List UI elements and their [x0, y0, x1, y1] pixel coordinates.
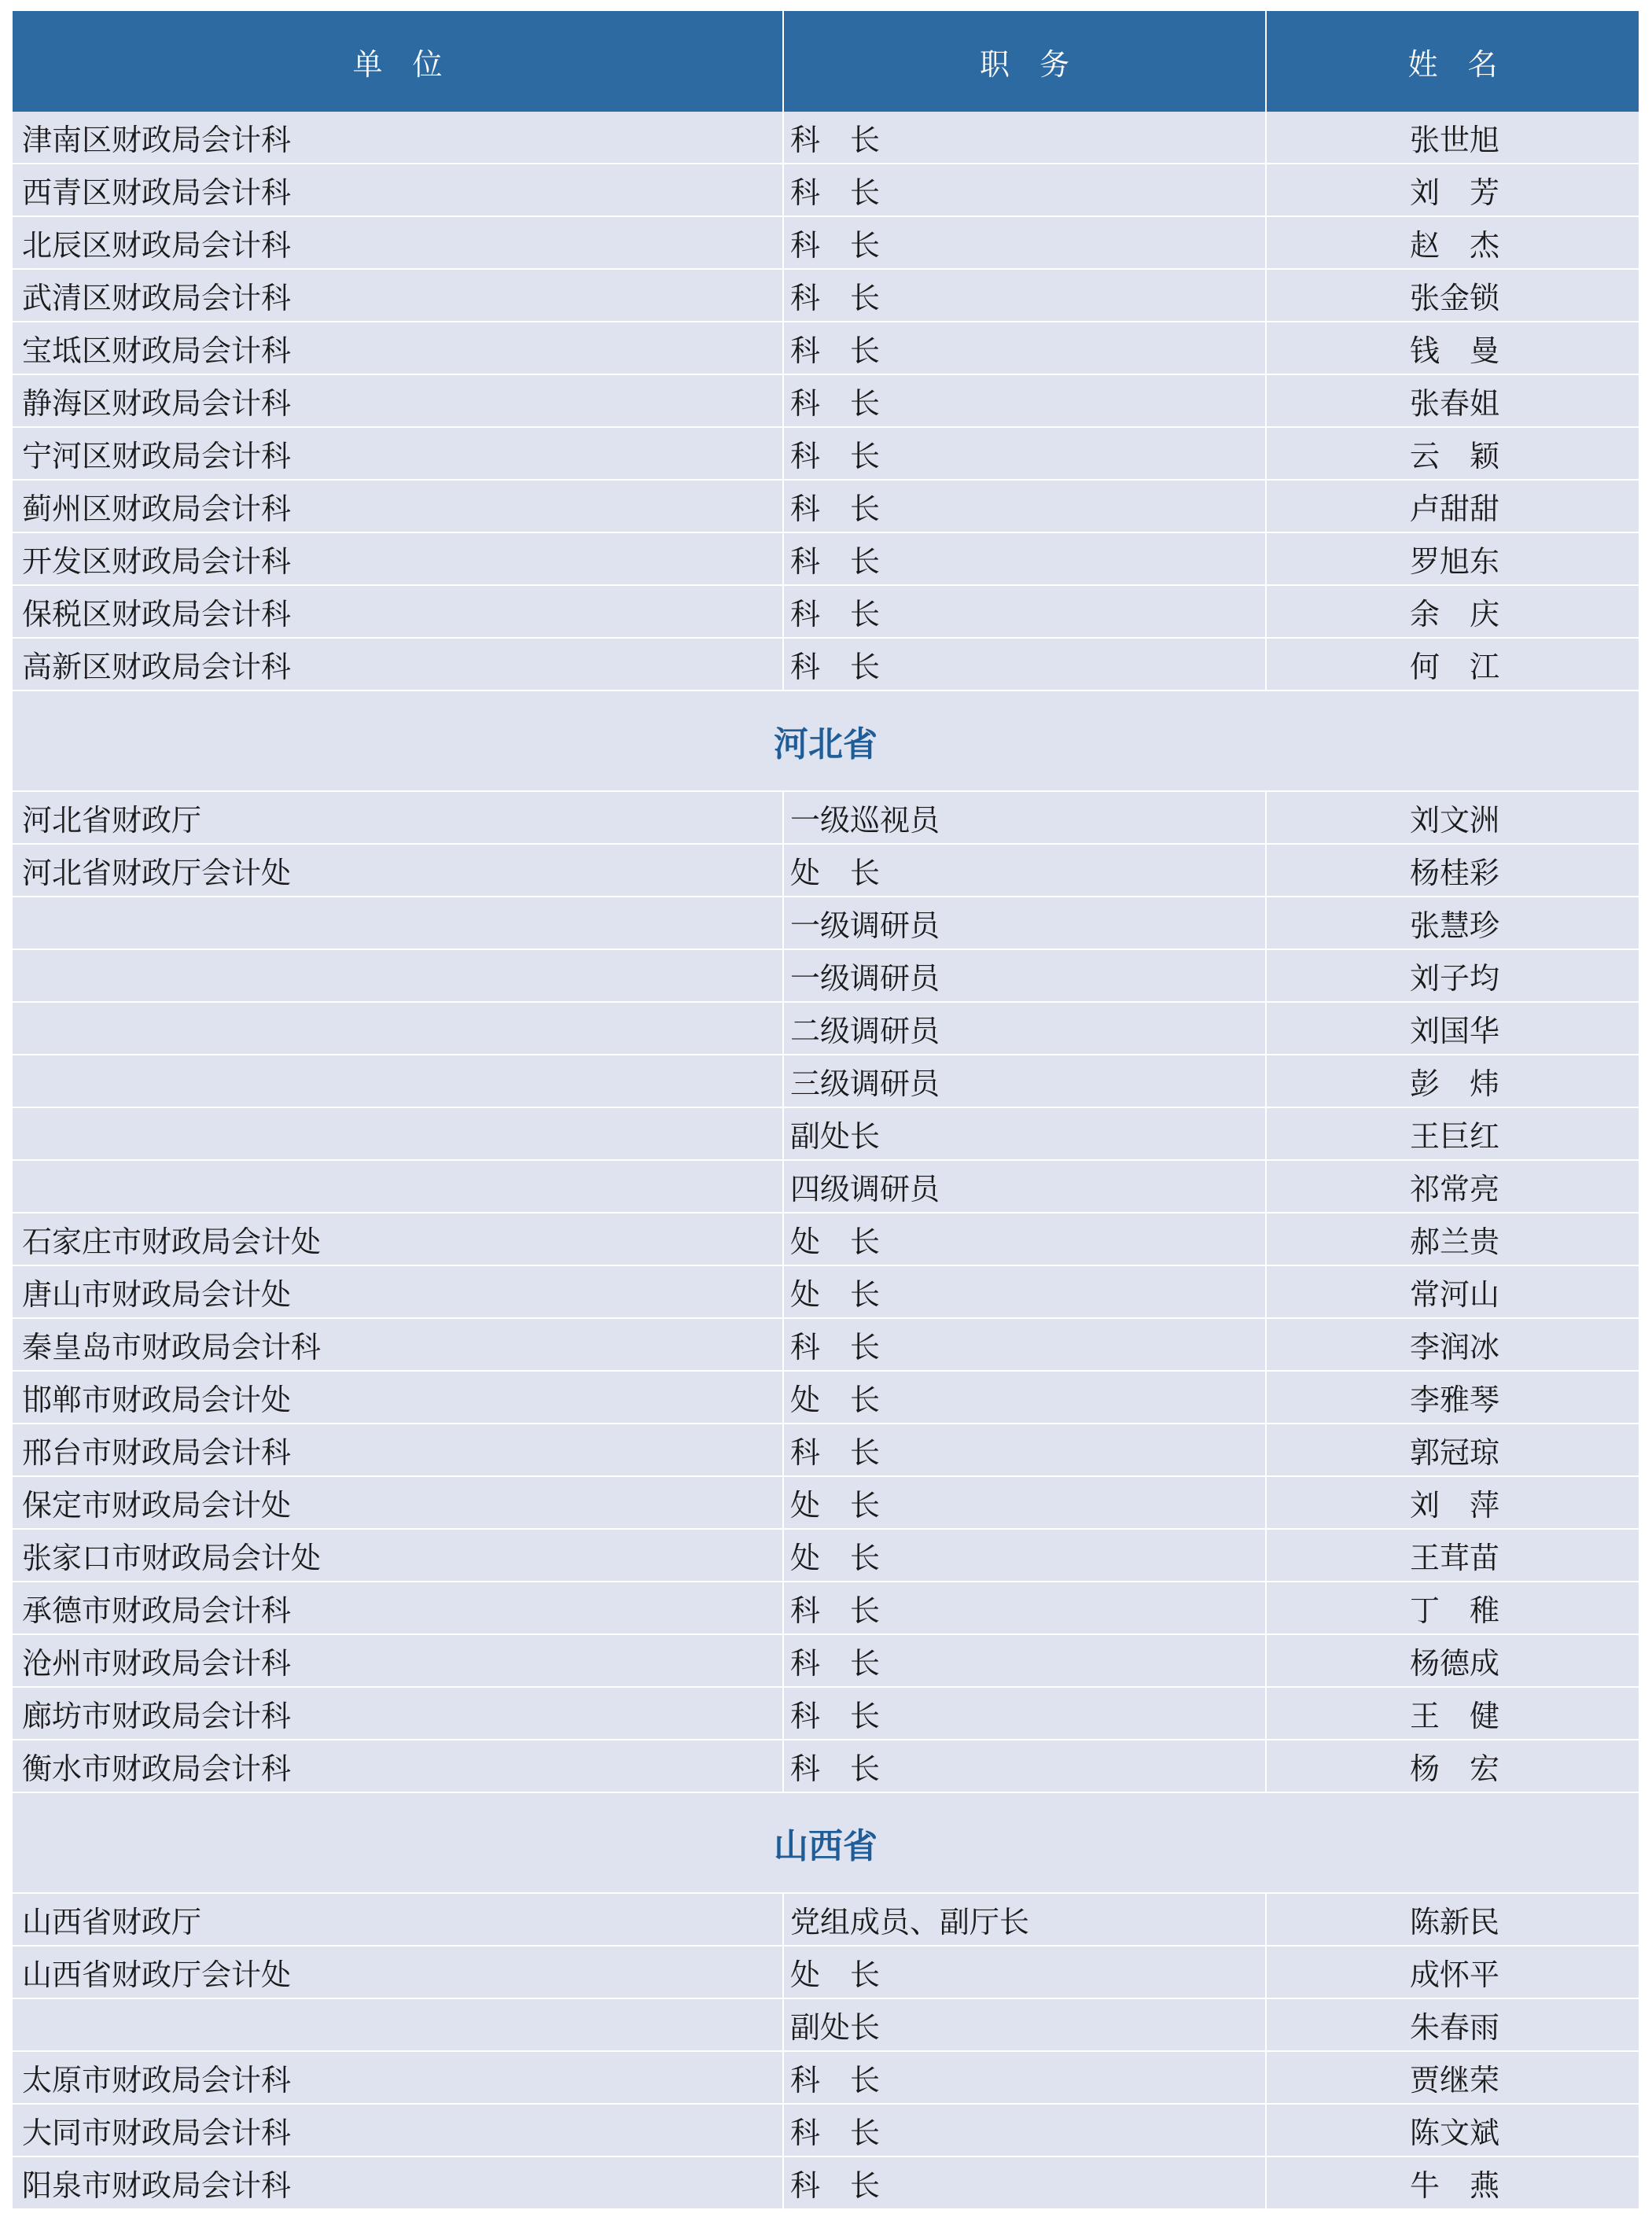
cell-name: 赵 杰 — [1266, 216, 1639, 269]
cell-position: 处 长 — [783, 1371, 1266, 1424]
cell-unit: 唐山市财政局会计处 — [13, 1265, 783, 1318]
cell-name: 王 健 — [1266, 1687, 1639, 1740]
table-row — [13, 1998, 1639, 2051]
table-row — [13, 1107, 1639, 1160]
table-row — [13, 2156, 1639, 2209]
cell-name: 卢甜甜 — [1266, 480, 1639, 532]
cell-position: 科 长 — [783, 2051, 1266, 2104]
cell-position: 科 长 — [783, 216, 1266, 269]
cell-unit — [13, 897, 783, 949]
table-row — [13, 1002, 1639, 1055]
cell-unit: 保税区财政局会计科 — [13, 585, 783, 638]
cell-name: 彭 炜 — [1266, 1055, 1639, 1107]
table-row — [13, 480, 1639, 532]
cell-name: 杨 宏 — [1266, 1740, 1639, 1792]
table-row — [13, 322, 1639, 374]
cell-position: 科 长 — [783, 1740, 1266, 1792]
cell-name: 钱 曼 — [1266, 322, 1639, 374]
cell-position: 处 长 — [783, 1265, 1266, 1318]
cell-name: 陈文斌 — [1266, 2104, 1639, 2156]
section-heading: 山西省 — [13, 1792, 1639, 1893]
table-row — [13, 1318, 1639, 1371]
header-row — [13, 11, 1639, 112]
cell-name: 刘国华 — [1266, 1002, 1639, 1055]
cell-name: 张慧珍 — [1266, 897, 1639, 949]
table-row — [13, 1424, 1639, 1476]
cell-position: 科 长 — [783, 585, 1266, 638]
cell-unit: 保定市财政局会计处 — [13, 1476, 783, 1529]
cell-unit: 高新区财政局会计科 — [13, 638, 783, 691]
table-header — [13, 11, 1639, 112]
table-row — [13, 1160, 1639, 1213]
cell-unit: 邢台市财政局会计科 — [13, 1424, 783, 1476]
cell-unit: 承德市财政局会计科 — [13, 1582, 783, 1634]
cell-position: 科 长 — [783, 2104, 1266, 2156]
table-row — [13, 897, 1639, 949]
cell-unit: 衡水市财政局会计科 — [13, 1740, 783, 1792]
cell-name: 杨德成 — [1266, 1634, 1639, 1687]
cell-name: 杨桂彩 — [1266, 844, 1639, 897]
cell-unit: 宁河区财政局会计科 — [13, 427, 783, 480]
cell-position: 二级调研员 — [783, 1002, 1266, 1055]
cell-position: 党组成员、副厅长 — [783, 1893, 1266, 1946]
cell-name: 刘 萍 — [1266, 1476, 1639, 1529]
table-row — [13, 1893, 1639, 1946]
cell-unit — [13, 1002, 783, 1055]
table-row — [13, 374, 1639, 427]
cell-name: 成怀平 — [1266, 1946, 1639, 1998]
table-row — [13, 269, 1639, 322]
cell-unit — [13, 1998, 783, 2051]
cell-unit — [13, 1107, 783, 1160]
table-row — [13, 1529, 1639, 1582]
cell-unit: 武清区财政局会计科 — [13, 269, 783, 322]
table-row — [13, 2104, 1639, 2156]
cell-name: 李雅琴 — [1266, 1371, 1639, 1424]
cell-position: 科 长 — [783, 1634, 1266, 1687]
cell-position: 科 长 — [783, 322, 1266, 374]
cell-name: 郝兰贵 — [1266, 1213, 1639, 1265]
cell-position: 科 长 — [783, 164, 1266, 216]
cell-name: 贾继荣 — [1266, 2051, 1639, 2104]
cell-unit: 阳泉市财政局会计科 — [13, 2156, 783, 2209]
cell-name: 牛 燕 — [1266, 2156, 1639, 2209]
cell-name: 祁常亮 — [1266, 1160, 1639, 1213]
cell-name: 刘文洲 — [1266, 791, 1639, 844]
table-row — [13, 949, 1639, 1002]
cell-unit: 石家庄市财政局会计处 — [13, 1213, 783, 1265]
cell-unit: 太原市财政局会计科 — [13, 2051, 783, 2104]
cell-name: 王巨红 — [1266, 1107, 1639, 1160]
table-row — [13, 112, 1639, 164]
cell-unit: 静海区财政局会计科 — [13, 374, 783, 427]
cell-unit: 西青区财政局会计科 — [13, 164, 783, 216]
cell-position: 科 长 — [783, 1687, 1266, 1740]
cell-position: 科 长 — [783, 112, 1266, 164]
cell-unit: 张家口市财政局会计处 — [13, 1529, 783, 1582]
cell-position: 三级调研员 — [783, 1055, 1266, 1107]
cell-unit: 山西省财政厅会计处 — [13, 1946, 783, 1998]
section-row — [13, 1792, 1639, 1893]
cell-position: 一级调研员 — [783, 897, 1266, 949]
header-unit: 单 位 — [13, 11, 783, 112]
cell-unit — [13, 1055, 783, 1107]
cell-position: 处 长 — [783, 1946, 1266, 1998]
cell-name: 张世旭 — [1266, 112, 1639, 164]
cell-position: 四级调研员 — [783, 1160, 1266, 1213]
cell-name: 王茸苗 — [1266, 1529, 1639, 1582]
cell-unit: 大同市财政局会计科 — [13, 2104, 783, 2156]
cell-position: 科 长 — [783, 1582, 1266, 1634]
table-row — [13, 844, 1639, 897]
table-row — [13, 1582, 1639, 1634]
cell-unit: 山西省财政厅 — [13, 1893, 783, 1946]
table-body — [13, 112, 1639, 2209]
cell-position: 处 长 — [783, 1213, 1266, 1265]
table-row — [13, 791, 1639, 844]
table-row — [13, 1946, 1639, 1998]
cell-position: 科 长 — [783, 269, 1266, 322]
cell-unit — [13, 1160, 783, 1213]
table-row — [13, 164, 1639, 216]
cell-unit: 河北省财政厅 — [13, 791, 783, 844]
cell-name: 余 庆 — [1266, 585, 1639, 638]
cell-name: 云 颖 — [1266, 427, 1639, 480]
cell-unit: 北辰区财政局会计科 — [13, 216, 783, 269]
table-row — [13, 585, 1639, 638]
cell-name: 常河山 — [1266, 1265, 1639, 1318]
cell-position: 副处长 — [783, 1998, 1266, 2051]
table-row — [13, 1634, 1639, 1687]
cell-name: 李润冰 — [1266, 1318, 1639, 1371]
header-position: 职 务 — [783, 11, 1266, 112]
section-row — [13, 691, 1639, 791]
cell-position: 一级调研员 — [783, 949, 1266, 1002]
table-row — [13, 1371, 1639, 1424]
cell-unit: 宝坻区财政局会计科 — [13, 322, 783, 374]
table-row — [13, 427, 1639, 480]
cell-name: 郭冠琼 — [1266, 1424, 1639, 1476]
section-heading: 河北省 — [13, 691, 1639, 791]
table-row — [13, 1476, 1639, 1529]
cell-position: 科 长 — [783, 2156, 1266, 2209]
cell-name: 刘 芳 — [1266, 164, 1639, 216]
table-row — [13, 1740, 1639, 1792]
cell-name: 陈新民 — [1266, 1893, 1639, 1946]
cell-unit: 河北省财政厅会计处 — [13, 844, 783, 897]
cell-position: 处 长 — [783, 844, 1266, 897]
cell-name: 刘子均 — [1266, 949, 1639, 1002]
cell-name: 朱春雨 — [1266, 1998, 1639, 2051]
cell-position: 科 长 — [783, 480, 1266, 532]
table-row — [13, 1213, 1639, 1265]
cell-unit: 开发区财政局会计科 — [13, 532, 783, 585]
table-row — [13, 638, 1639, 691]
cell-position: 科 长 — [783, 638, 1266, 691]
cell-unit: 津南区财政局会计科 — [13, 112, 783, 164]
table-row — [13, 1265, 1639, 1318]
cell-position: 一级巡视员 — [783, 791, 1266, 844]
table-row — [13, 2051, 1639, 2104]
cell-position: 副处长 — [783, 1107, 1266, 1160]
cell-position: 科 长 — [783, 1424, 1266, 1476]
cell-position: 科 长 — [783, 427, 1266, 480]
table-row — [13, 216, 1639, 269]
cell-position: 科 长 — [783, 532, 1266, 585]
cell-position: 科 长 — [783, 374, 1266, 427]
table-row — [13, 1055, 1639, 1107]
header-name: 姓 名 — [1266, 11, 1639, 112]
cell-name: 张金锁 — [1266, 269, 1639, 322]
cell-unit: 廊坊市财政局会计科 — [13, 1687, 783, 1740]
cell-unit — [13, 949, 783, 1002]
cell-unit: 秦皇岛市财政局会计科 — [13, 1318, 783, 1371]
table-row — [13, 1687, 1639, 1740]
personnel-table — [13, 11, 1639, 2210]
cell-name: 罗旭东 — [1266, 532, 1639, 585]
cell-unit: 蓟州区财政局会计科 — [13, 480, 783, 532]
cell-unit: 沧州市财政局会计科 — [13, 1634, 783, 1687]
personnel-table-container — [13, 11, 1639, 2210]
cell-unit: 邯郸市财政局会计处 — [13, 1371, 783, 1424]
cell-position: 科 长 — [783, 1318, 1266, 1371]
cell-position: 处 长 — [783, 1529, 1266, 1582]
table-row — [13, 532, 1639, 585]
cell-name: 丁 稚 — [1266, 1582, 1639, 1634]
cell-position: 处 长 — [783, 1476, 1266, 1529]
cell-name: 张春姐 — [1266, 374, 1639, 427]
cell-name: 何 江 — [1266, 638, 1639, 691]
